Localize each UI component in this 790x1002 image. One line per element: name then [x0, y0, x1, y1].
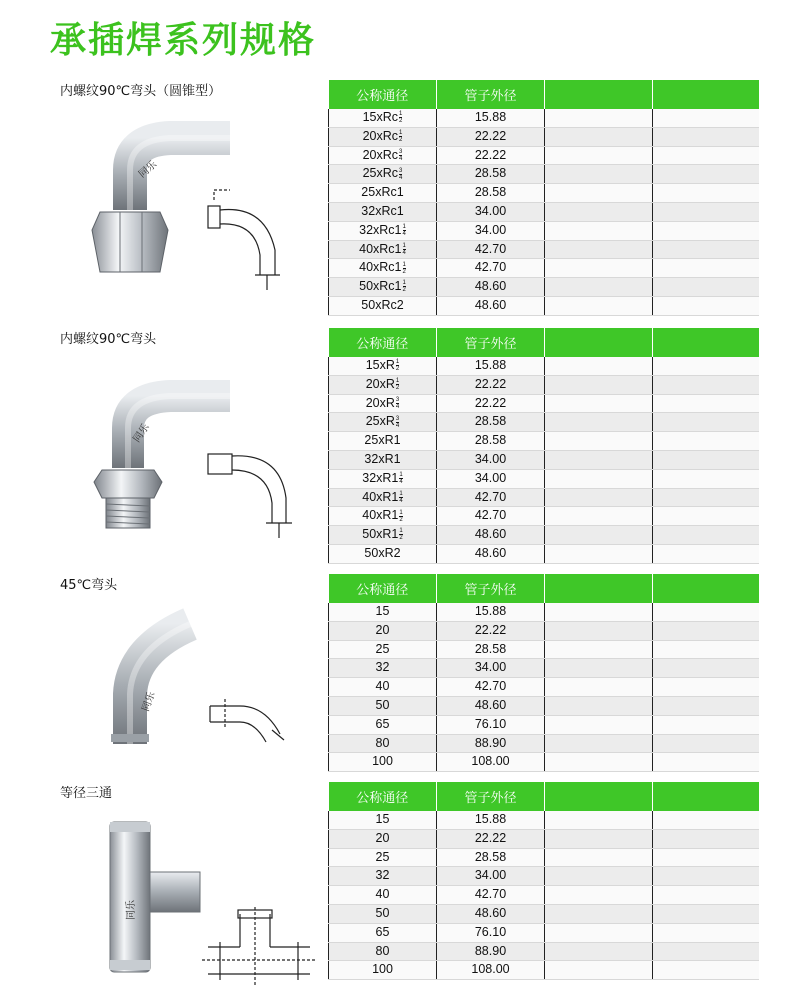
blank-cell: [545, 659, 653, 678]
outer-diameter-cell: 15.88: [437, 811, 545, 829]
column-header-blank: [653, 574, 759, 603]
nominal-size-cell: [329, 753, 437, 772]
nominal-size-cell: [329, 278, 437, 297]
blank-cell: [545, 734, 653, 753]
blank-cell: [653, 811, 759, 829]
nominal-size-cell: [329, 413, 437, 432]
thread-fraction: $\frac{3}{4}$: [395, 396, 400, 410]
nominal-size-value: 100: [372, 754, 393, 769]
table-row: [329, 394, 759, 413]
nominal-size-cell: [329, 904, 437, 923]
table-row: [329, 221, 759, 240]
blank-cell: [653, 961, 759, 980]
blank-cell: [545, 923, 653, 942]
blank-cell: [545, 488, 653, 507]
outer-diameter-cell: 88.90: [437, 734, 545, 753]
blank-cell: [545, 413, 653, 432]
outer-diameter-cell: 22.22: [437, 621, 545, 640]
section-label: 45℃弯头: [60, 578, 118, 593]
nominal-size-cell: [329, 678, 437, 697]
blank-cell: [545, 394, 653, 413]
blank-cell: [653, 603, 759, 621]
nominal-size-value: 40xRc1: [359, 260, 402, 275]
nominal-size-value: 50: [375, 905, 390, 920]
nominal-size-value: 20xR: [365, 395, 395, 410]
nominal-size-value: 15xRc: [362, 110, 399, 124]
column-header-blank: [653, 80, 759, 109]
nominal-size-cell: [329, 357, 437, 375]
nominal-size-value: 20xRc: [362, 128, 399, 143]
thread-fraction: $\frac{1}{2}$: [395, 378, 400, 391]
blank-cell: [545, 432, 653, 451]
outer-diameter-cell: 28.58: [437, 848, 545, 867]
blank-cell: [653, 923, 759, 942]
blank-cell: [545, 184, 653, 203]
thread-fraction: $\frac{1}{4}$: [399, 471, 403, 485]
blank-cell: [653, 413, 759, 432]
table-row: [329, 811, 759, 829]
outer-diameter-cell: 22.22: [437, 829, 545, 848]
outer-diameter-cell: 48.60: [437, 696, 545, 715]
blank-cell: [653, 184, 759, 203]
blank-cell: [545, 127, 653, 146]
thread-fraction: $\frac{1}{2}$: [399, 130, 403, 143]
table-row: [329, 507, 759, 526]
outer-diameter-cell: 42.70: [437, 678, 545, 697]
outer-diameter-cell: 48.60: [437, 526, 545, 545]
nominal-size-cell: [329, 942, 437, 961]
table-row: [329, 240, 759, 259]
outer-diameter-cell: 42.70: [437, 886, 545, 905]
outer-diameter-cell: 28.58: [437, 165, 545, 184]
blank-cell: [653, 904, 759, 923]
equal-tee-illustration: [90, 802, 320, 1002]
outer-diameter-cell: 48.60: [437, 904, 545, 923]
nominal-size-value: 20: [375, 830, 390, 845]
elbow-90-male-thread-illustration: [90, 348, 320, 548]
table-row: [329, 829, 759, 848]
blank-cell: [545, 544, 653, 563]
nominal-size-cell: [329, 432, 437, 451]
table-row: [329, 450, 759, 469]
table-row: [329, 184, 759, 203]
nominal-size-value: 40: [375, 679, 390, 694]
nominal-size-cell: [329, 526, 437, 545]
thread-fraction: $\frac{1}{4}$: [402, 242, 406, 256]
nominal-size-value: 20xR: [365, 376, 395, 391]
blank-cell: [653, 488, 759, 507]
outer-diameter-cell: 42.70: [437, 488, 545, 507]
table-row: [329, 848, 759, 867]
blank-cell: [545, 621, 653, 640]
table-row: [329, 469, 759, 488]
nominal-size-cell: [329, 961, 437, 980]
outer-diameter-cell: 76.10: [437, 715, 545, 734]
table-row: [329, 659, 759, 678]
nominal-size-cell: [329, 621, 437, 640]
outer-diameter-cell: 48.60: [437, 296, 545, 315]
blank-cell: [653, 109, 759, 127]
nominal-size-value: 25xR1: [364, 433, 401, 448]
blank-cell: [653, 221, 759, 240]
table-row: [329, 678, 759, 697]
nominal-size-value: 50: [375, 697, 390, 712]
blank-cell: [653, 734, 759, 753]
outer-diameter-cell: 28.58: [437, 184, 545, 203]
blank-cell: [545, 640, 653, 659]
outer-diameter-cell: 34.00: [437, 867, 545, 886]
blank-cell: [545, 450, 653, 469]
spec-table: [328, 80, 759, 316]
outer-diameter-cell: 28.58: [437, 413, 545, 432]
thread-fraction: $\frac{3}{4}$: [395, 415, 400, 429]
table-row: [329, 904, 759, 923]
outer-diameter-cell: 34.00: [437, 221, 545, 240]
blank-cell: [545, 867, 653, 886]
nominal-size-value: 25xRc1: [361, 185, 404, 200]
blank-cell: [653, 544, 759, 563]
table-row: [329, 357, 759, 375]
nominal-size-value: 32xR1: [364, 451, 401, 466]
nominal-size-value: 50xRc2: [361, 297, 404, 312]
nominal-size-cell: [329, 469, 437, 488]
blank-cell: [653, 678, 759, 697]
nominal-size-cell: [329, 734, 437, 753]
table-row: [329, 202, 759, 221]
blank-cell: [545, 829, 653, 848]
blank-cell: [653, 659, 759, 678]
table-row: [329, 165, 759, 184]
nominal-size-cell: [329, 165, 437, 184]
table-row: [329, 640, 759, 659]
table-row: [329, 526, 759, 545]
table-row: [329, 375, 759, 394]
outer-diameter-cell: 34.00: [437, 659, 545, 678]
spec-table: [328, 328, 759, 564]
thread-fraction: $\frac{1}{4}$: [402, 223, 406, 237]
nominal-size-cell: [329, 659, 437, 678]
column-header-outer-diameter: 管子外径: [437, 782, 545, 811]
thread-fraction: $\frac{1}{2}$: [395, 359, 400, 373]
blank-cell: [545, 469, 653, 488]
blank-cell: [545, 715, 653, 734]
blank-cell: [653, 867, 759, 886]
nominal-size-value: 32: [375, 660, 390, 675]
table-row: [329, 296, 759, 315]
nominal-size-cell: [329, 127, 437, 146]
blank-cell: [653, 640, 759, 659]
blank-cell: [653, 715, 759, 734]
blank-cell: [545, 202, 653, 221]
blank-cell: [653, 202, 759, 221]
brand-mark: 同乐: [140, 690, 158, 714]
blank-cell: [653, 942, 759, 961]
blank-cell: [545, 507, 653, 526]
thread-fraction: $\frac{1}{2}$: [399, 528, 403, 542]
table-row: [329, 488, 759, 507]
nominal-size-cell: [329, 240, 437, 259]
nominal-size-value: 25xRc: [362, 166, 399, 181]
outer-diameter-cell: 34.00: [437, 450, 545, 469]
nominal-size-cell: [329, 221, 437, 240]
section-label: 内螺纹90℃弯头（圆锥型）: [60, 84, 222, 99]
nominal-size-value: 80: [375, 735, 390, 750]
nominal-size-value: 32: [375, 868, 390, 883]
nominal-size-cell: [329, 886, 437, 905]
blank-cell: [653, 469, 759, 488]
blank-cell: [545, 753, 653, 772]
blank-cell: [545, 904, 653, 923]
nominal-size-cell: [329, 375, 437, 394]
blank-cell: [545, 296, 653, 315]
nominal-size-value: 50xR1: [362, 527, 399, 542]
blank-cell: [653, 278, 759, 297]
blank-cell: [545, 357, 653, 375]
column-header-nominal-size: 公称通径: [329, 328, 437, 357]
column-header-outer-diameter: 管子外径: [437, 328, 545, 357]
outer-diameter-cell: 108.00: [437, 753, 545, 772]
nominal-size-value: 20xRc: [362, 147, 399, 162]
table-row: [329, 734, 759, 753]
table-row: [329, 715, 759, 734]
outer-diameter-cell: 88.90: [437, 942, 545, 961]
blank-cell: [653, 848, 759, 867]
blank-cell: [545, 603, 653, 621]
nominal-size-value: 40xRc1: [359, 241, 402, 256]
nominal-size-value: 40xR1: [362, 508, 399, 523]
blank-cell: [653, 886, 759, 905]
nominal-size-cell: [329, 202, 437, 221]
blank-cell: [545, 146, 653, 165]
column-header-outer-diameter: 管子外径: [437, 574, 545, 603]
blank-cell: [653, 259, 759, 278]
outer-diameter-cell: 15.88: [437, 109, 545, 127]
blank-cell: [653, 507, 759, 526]
column-header-blank: [653, 782, 759, 811]
nominal-size-value: 15: [375, 604, 390, 618]
nominal-size-cell: [329, 811, 437, 829]
table-row: [329, 544, 759, 563]
column-header-blank: [545, 574, 653, 603]
table-row: [329, 432, 759, 451]
blank-cell: [653, 165, 759, 184]
elbow-90-female-thread-illustration: [90, 100, 320, 300]
outer-diameter-cell: 22.22: [437, 127, 545, 146]
nominal-size-cell: [329, 923, 437, 942]
blank-cell: [653, 357, 759, 375]
outer-diameter-cell: 42.70: [437, 507, 545, 526]
blank-cell: [545, 375, 653, 394]
outer-diameter-cell: 42.70: [437, 240, 545, 259]
blank-cell: [653, 753, 759, 772]
blank-cell: [653, 375, 759, 394]
brand-mark: 同乐: [136, 159, 160, 181]
blank-cell: [545, 961, 653, 980]
outer-diameter-cell: 76.10: [437, 923, 545, 942]
outer-diameter-cell: 28.58: [437, 640, 545, 659]
nominal-size-cell: [329, 450, 437, 469]
thread-fraction: $\frac{1}{2}$: [402, 280, 406, 294]
nominal-size-cell: [329, 603, 437, 621]
section-label: 等径三通: [60, 786, 113, 801]
nominal-size-cell: [329, 488, 437, 507]
table-row: [329, 109, 759, 127]
table-row: [329, 603, 759, 621]
outer-diameter-cell: 48.60: [437, 278, 545, 297]
section-label: 内螺纹90℃弯头: [60, 332, 157, 347]
nominal-size-value: 15: [375, 812, 390, 826]
thread-fraction: $\frac{3}{4}$: [399, 167, 403, 181]
blank-cell: [653, 146, 759, 165]
outer-diameter-cell: 22.22: [437, 375, 545, 394]
blank-cell: [545, 221, 653, 240]
blank-cell: [545, 526, 653, 545]
nominal-size-cell: [329, 507, 437, 526]
nominal-size-value: 15xR: [365, 358, 395, 372]
nominal-size-cell: [329, 109, 437, 127]
nominal-size-value: 40xR1: [362, 489, 399, 504]
nominal-size-value: 25xR: [365, 414, 395, 429]
column-header-nominal-size: 公称通径: [329, 574, 437, 603]
nominal-size-value: 80: [375, 943, 390, 958]
spec-table: [328, 574, 759, 772]
table-row: [329, 696, 759, 715]
blank-cell: [545, 886, 653, 905]
blank-cell: [545, 278, 653, 297]
nominal-size-value: 100: [372, 962, 393, 977]
table-row: [329, 621, 759, 640]
blank-cell: [545, 942, 653, 961]
blank-cell: [545, 240, 653, 259]
outer-diameter-cell: 22.22: [437, 394, 545, 413]
blank-cell: [653, 621, 759, 640]
blank-cell: [653, 450, 759, 469]
outer-diameter-cell: 48.60: [437, 544, 545, 563]
brand-mark: 同乐: [126, 900, 137, 920]
outer-diameter-cell: 34.00: [437, 469, 545, 488]
column-header-blank: [545, 782, 653, 811]
nominal-size-value: 65: [375, 924, 390, 939]
blank-cell: [653, 127, 759, 146]
thread-fraction: $\frac{3}{4}$: [399, 148, 403, 162]
nominal-size-cell: [329, 394, 437, 413]
column-header-nominal-size: 公称通径: [329, 782, 437, 811]
blank-cell: [653, 240, 759, 259]
outer-diameter-cell: 34.00: [437, 202, 545, 221]
blank-cell: [653, 432, 759, 451]
nominal-size-cell: [329, 146, 437, 165]
table-row: [329, 413, 759, 432]
blank-cell: [545, 696, 653, 715]
outer-diameter-cell: 42.70: [437, 259, 545, 278]
nominal-size-cell: [329, 544, 437, 563]
outer-diameter-cell: 108.00: [437, 961, 545, 980]
blank-cell: [653, 526, 759, 545]
nominal-size-cell: [329, 715, 437, 734]
blank-cell: [653, 394, 759, 413]
table-row: [329, 259, 759, 278]
column-header-nominal-size: 公称通径: [329, 80, 437, 109]
blank-cell: [545, 811, 653, 829]
brand-mark: 同乐: [131, 422, 152, 445]
nominal-size-cell: [329, 184, 437, 203]
nominal-size-value: 32xR1: [362, 470, 399, 485]
table-row: [329, 961, 759, 980]
nominal-size-value: 50xRc1: [359, 279, 402, 294]
table-row: [329, 923, 759, 942]
nominal-size-cell: [329, 696, 437, 715]
outer-diameter-cell: 15.88: [437, 603, 545, 621]
nominal-size-value: 25: [375, 849, 390, 864]
nominal-size-cell: [329, 848, 437, 867]
table-row: [329, 127, 759, 146]
column-header-outer-diameter: 管子外径: [437, 80, 545, 109]
table-row: [329, 753, 759, 772]
column-header-blank: [545, 80, 653, 109]
nominal-size-value: 65: [375, 716, 390, 731]
blank-cell: [545, 678, 653, 697]
nominal-size-value: 32xRc1: [361, 203, 404, 218]
blank-cell: [653, 296, 759, 315]
blank-cell: [545, 259, 653, 278]
blank-cell: [545, 109, 653, 127]
nominal-size-cell: [329, 259, 437, 278]
table-row: [329, 942, 759, 961]
nominal-size-cell: [329, 829, 437, 848]
table-row: [329, 867, 759, 886]
nominal-size-cell: [329, 867, 437, 886]
thread-fraction: $\frac{1}{2}$: [399, 509, 403, 523]
thread-fraction: $\frac{1}{4}$: [399, 490, 403, 504]
column-header-blank: [545, 328, 653, 357]
nominal-size-value: 25: [375, 641, 390, 656]
table-row: [329, 278, 759, 297]
blank-cell: [545, 848, 653, 867]
page-title: 承插焊系列规格: [50, 20, 317, 61]
thread-fraction: $\frac{1}{2}$: [402, 261, 406, 275]
nominal-size-value: 40: [375, 887, 390, 902]
nominal-size-cell: [329, 640, 437, 659]
table-row: [329, 146, 759, 165]
outer-diameter-cell: 28.58: [437, 432, 545, 451]
thread-fraction: $\frac{1}{2}$: [399, 111, 403, 125]
column-header-blank: [653, 328, 759, 357]
elbow-45-illustration: [90, 594, 320, 794]
blank-cell: [653, 696, 759, 715]
nominal-size-value: 50xR2: [364, 545, 401, 560]
blank-cell: [653, 829, 759, 848]
outer-diameter-cell: 22.22: [437, 146, 545, 165]
nominal-size-value: 20: [375, 622, 390, 637]
nominal-size-cell: [329, 296, 437, 315]
table-row: [329, 886, 759, 905]
spec-table: [328, 782, 759, 980]
nominal-size-value: 32xRc1: [359, 222, 402, 237]
outer-diameter-cell: 15.88: [437, 357, 545, 375]
blank-cell: [545, 165, 653, 184]
